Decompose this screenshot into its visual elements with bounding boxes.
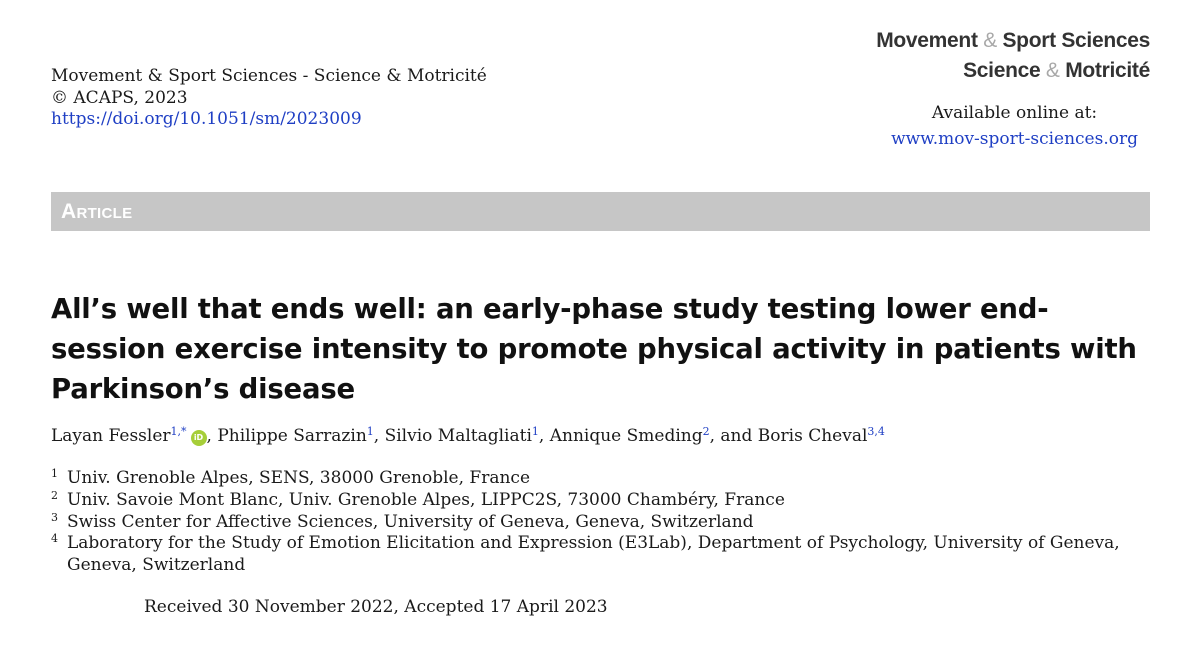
affiliation-ref[interactable]: 1 — [366, 425, 374, 438]
affiliation-text: Univ. Savoie Mont Blanc, Univ. Grenoble Alpes, LIPPC2S, 73000 Chambéry, France — [67, 489, 785, 510]
author-name: Boris Cheval — [757, 426, 868, 446]
author-separator: , — [206, 426, 218, 446]
section-label: Article — [61, 200, 133, 223]
online-availability — [891, 100, 1138, 152]
logo-text: Movement — [876, 29, 978, 52]
author-name: Layan Fessler — [51, 426, 171, 446]
journal-website-link[interactable]: www.mov-sport-sciences.org — [891, 129, 1138, 149]
orcid-icon[interactable]: iD — [191, 430, 207, 446]
logo-text: Sport Sciences — [1002, 29, 1150, 52]
affiliation-text: Laboratory for the Study of Emotion Elicitation and Expression (E3Lab), Department of Psychology, University of Geneva, Geneva, Switzerland — [67, 533, 1120, 576]
affiliation-item: 1 Univ. Grenoble Alpes, SENS, 38000 Grenoble, France — [51, 467, 531, 488]
journal-name: Movement & Sport Sciences - Science & Motricité — [51, 66, 487, 86]
logo-ampersand: & — [983, 29, 997, 52]
doi-link[interactable]: https://doi.org/10.1051/sm/2023009 — [51, 109, 362, 129]
paper-title: All’s well that ends well: an early-phase study testing lower end-session exercise intensity to promote physical activity in patients with Parkinson’s disease — [51, 293, 1137, 405]
affiliation-list — [51, 468, 1152, 577]
affiliation-item: 2 Univ. Savoie Mont Blanc, Univ. Grenoble Alpes, LIPPC2S, 73000 Chambéry, France — [51, 488, 785, 510]
affiliation-item: 4 Laboratory for the Study of Emotion Elicitation and Expression (E3Lab), Department of Psychology, University of Geneva, Geneva, Switzerland — [51, 532, 1120, 576]
affiliation-ref[interactable]: 1 — [531, 425, 539, 438]
journal-logo — [876, 26, 1150, 86]
author-separator: , — [538, 426, 550, 446]
received-accepted-dates: Received 30 November 2022, Accepted 17 April 2023 — [144, 597, 608, 617]
section-bar — [51, 192, 1150, 231]
author-separator: , and — [709, 426, 758, 446]
affiliation-text: Univ. Grenoble Alpes, SENS, 38000 Grenoble, France — [67, 468, 531, 488]
logo-text: Science — [963, 59, 1041, 82]
logo-ampersand: & — [1045, 59, 1060, 82]
online-label: Available online at: — [931, 103, 1098, 123]
author-name: Philippe Sarrazin — [217, 426, 367, 446]
affiliation-item: 3 Swiss Center for Affective Sciences, University of Geneva, Geneva, Switzerland — [51, 510, 754, 532]
affiliation-text: Swiss Center for Affective Sciences, University of Geneva, Geneva, Switzerland — [67, 511, 754, 532]
affiliation-ref[interactable]: 2 — [702, 425, 710, 438]
logo-text: Motricité — [1065, 59, 1150, 82]
author-list — [51, 426, 885, 446]
author-name: Annique Smeding — [549, 426, 703, 446]
affiliation-ref[interactable]: 1,* — [170, 425, 187, 438]
affiliation-ref[interactable]: 3,4 — [867, 425, 885, 438]
journal-citation — [51, 66, 487, 131]
copyright: © ACAPS, 2023 — [51, 87, 188, 108]
author-name: Silvio Maltagliati — [384, 426, 532, 446]
author-separator: , — [373, 426, 385, 446]
